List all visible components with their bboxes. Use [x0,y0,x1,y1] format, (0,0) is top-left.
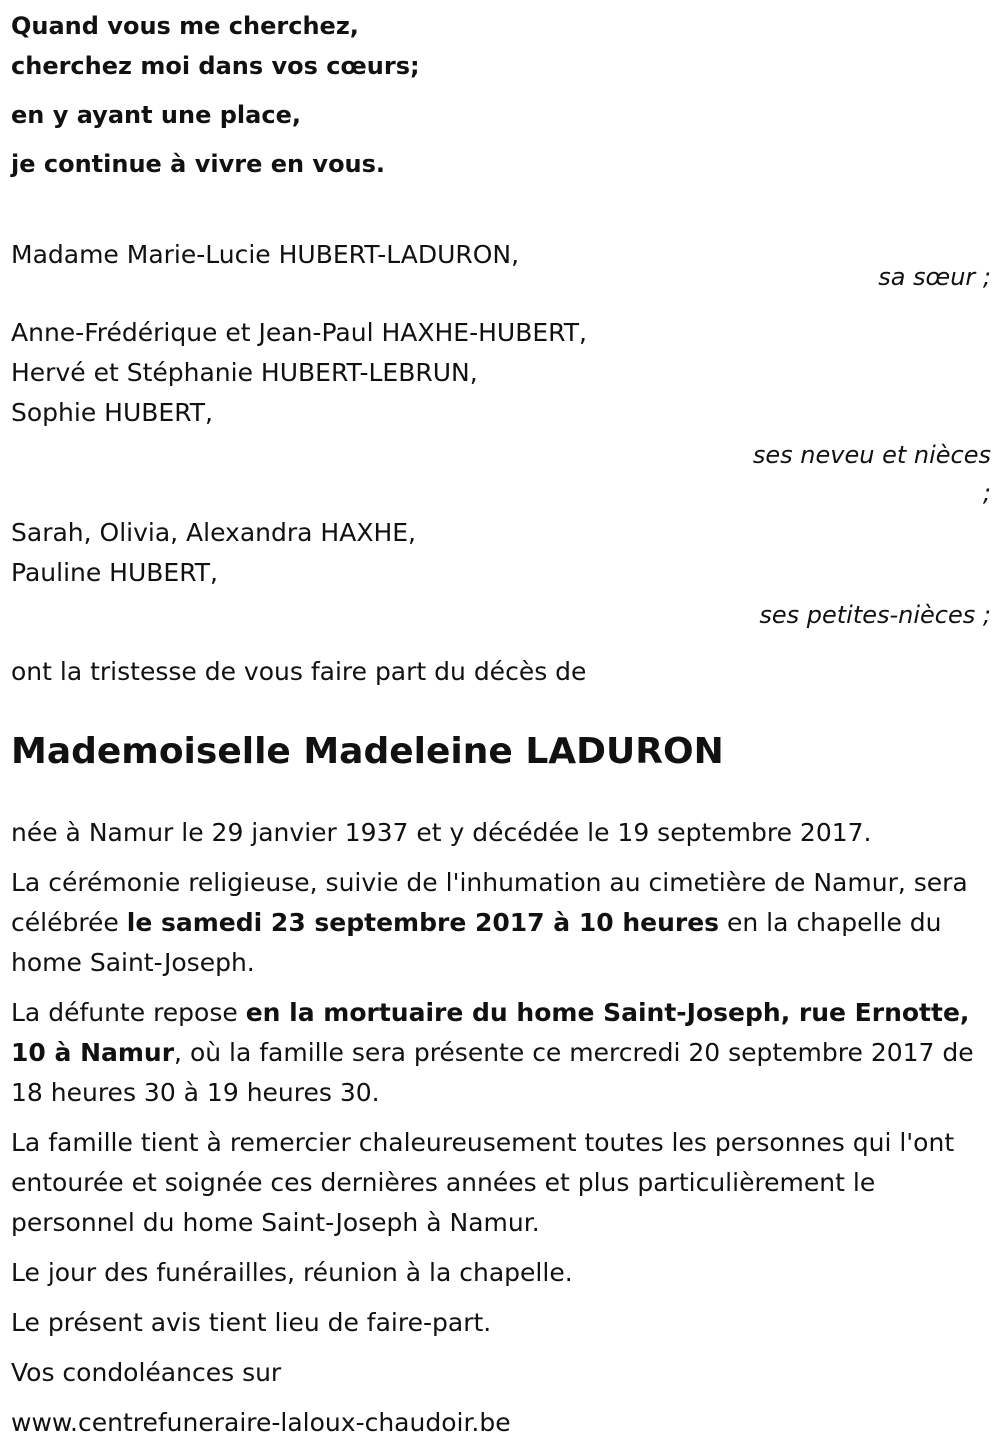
sister-relation: sa sœur ; [878,263,991,291]
rest-location: en la mortuaire du home Saint-Joseph, rue Ernotte, 10 à Namur [11,998,970,1067]
nephews-relation: ses neveu et nièces [752,441,991,469]
nephews-relation-end: ; [982,479,991,507]
obituary-document [11,0,991,1443]
sister-name: Madame Marie-Lucie HUBERT-LADURON, [11,240,520,269]
family-nephews [11,313,991,513]
ceremony-text-2: en la chapelle du home Saint-Joseph. [11,908,942,977]
nephew-name-2: Hervé et Stéphanie HUBERT-LEBRUN, [11,358,478,387]
rest-text-2: , où la famille sera présente ce mercredi 20 septembre 2017 de 18 heures 30 à 19 heures 30. [11,1038,974,1107]
ceremony-date: le samedi 23 septembre 2017 à 10 heures [126,908,720,937]
family-sister [11,235,991,297]
announcement: ont la tristesse de vous faire part du décès de [11,657,587,686]
ceremony-text-1: La cérémonie religieuse, suivie de l'inhumation au cimetière de Namur, sera célébrée [11,868,968,937]
nephew-name-1: Anne-Frédérique et Jean-Paul HAXHE-HUBERT, [11,318,587,347]
condolences-website-link[interactable]: www.centrefuneraire-laloux-chaudoir.be [11,1408,511,1437]
grandniece-name-2: Pauline HUBERT, [11,558,218,587]
poem-line-4: je continue à vivre en vous. [11,150,386,178]
grandnieces-relation: ses petites-nièces ; [759,601,991,629]
family-grandnieces [11,513,991,635]
poem-line-3: en y ayant une place, [11,101,301,129]
grandniece-name-1: Sarah, Olivia, Alexandra HAXHE, [11,518,416,547]
nephew-name-3: Sophie HUBERT, [11,398,213,427]
poem-line-2: cherchez moi dans vos cœurs; [11,52,420,80]
poem-line-1: Quand vous me cherchez, [11,12,359,40]
rest-text-1: La défunte repose [11,998,246,1027]
funeral-day-paragraph: Le jour des funérailles, réunion à la chapelle. [11,1258,573,1287]
poem [11,0,991,196]
deceased-name: Mademoiselle Madeleine LADURON [11,731,724,772]
rest-paragraph [11,993,991,1113]
ceremony-paragraph [11,863,991,983]
notice-paragraph: Le présent avis tient lieu de faire-part. [11,1308,492,1337]
condolences-label: Vos condoléances sur [11,1358,282,1387]
thanks-paragraph: La famille tient à remercier chaleureusement toutes les personnes qui l'ont entourée et soignée ces dernières années et plus particulièrement le personnel du home Saint-Joseph à Namur. [11,1128,955,1237]
birth-death-paragraph: née à Namur le 29 janvier 1937 et y décédée le 19 septembre 2017. [11,818,872,847]
